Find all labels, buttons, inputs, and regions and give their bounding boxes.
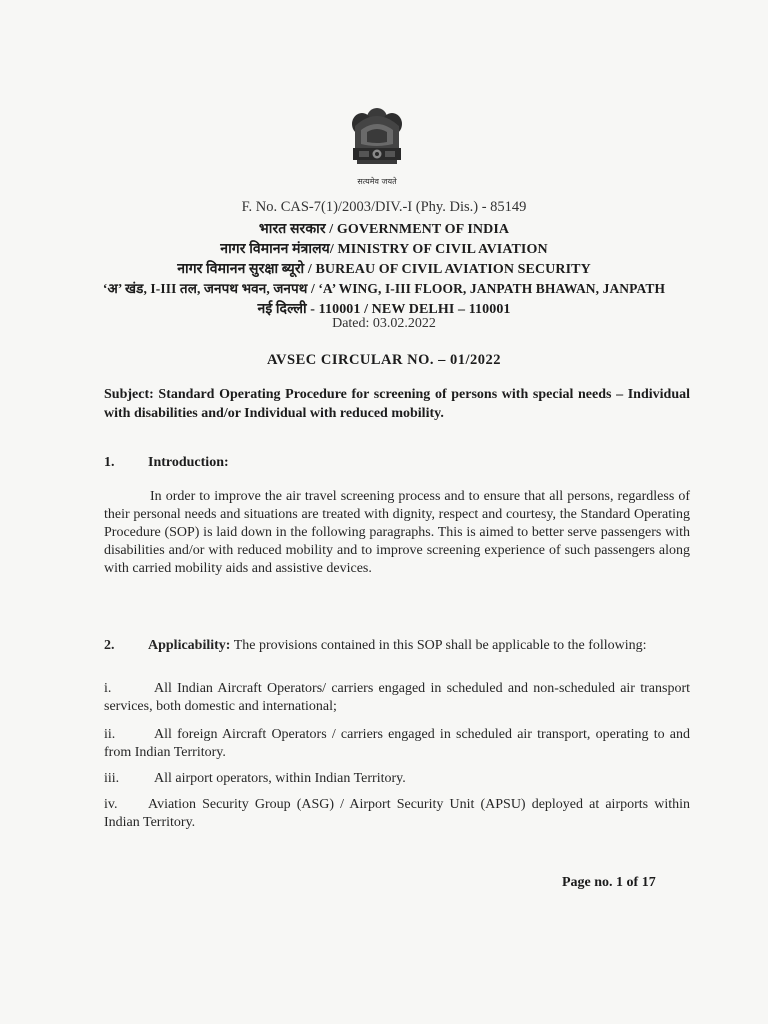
subject-line: Subject: Standard Operating Procedure for screening of persons with special needs – Individual with disabilities and/or Individual with reduced mobility. bbox=[104, 387, 690, 421]
header-ministry: नागर विमानन मंत्रालय/ MINISTRY OF CIVIL AVIATION bbox=[220, 242, 548, 257]
applicability-text: The provisions contained in this SOP shall be applicable to the following: bbox=[233, 638, 647, 653]
document-date: Dated: 03.02.2022 bbox=[332, 316, 436, 331]
list-item-text: Aviation Security Group (ASG) / Airport Security Unit (APSU) deployed at airports within Indian Territory. bbox=[104, 797, 690, 830]
section-number: 1. bbox=[104, 455, 115, 470]
section-title: Applicability: bbox=[148, 638, 231, 653]
section-title: Introduction: bbox=[148, 455, 229, 470]
list-item bbox=[104, 726, 690, 762]
circular-number: AVSEC CIRCULAR NO. – 01/2022 bbox=[266, 352, 502, 368]
file-number: F. No. CAS-7(1)/2003/DIV.-I (Phy. Dis.) - 85149 bbox=[241, 199, 527, 215]
section-number: 2. bbox=[104, 638, 115, 653]
header-government: भारत सरकार / GOVERNMENT OF INDIA bbox=[258, 222, 510, 237]
introduction-paragraph: In order to improve the air travel screening process and to ensure that all persons, regardless of their personal needs and situations are treated with dignity, respect and courtesy, the Standard Operating Procedure (SOP) is laid down in the following paragraphs. This is aimed to better serve passengers with disabilities and/or with reduced mobility and to improve screening experience of such passengers along with carried mobility aids and assistive devices. bbox=[104, 489, 690, 576]
header-bureau: नागर विमानन सुरक्षा ब्यूरो / BUREAU OF CIVIL AVIATION SECURITY bbox=[177, 262, 591, 277]
list-numeral: i. bbox=[104, 681, 112, 696]
section-heading-introduction bbox=[104, 455, 229, 471]
list-numeral: iii. bbox=[104, 771, 120, 786]
list-item-text: All airport operators, within Indian Territory. bbox=[154, 771, 406, 786]
list-item bbox=[104, 680, 690, 716]
list-item bbox=[104, 796, 690, 832]
header-city: नई दिल्ली - 110001 / NEW DELHI – 110001 bbox=[257, 302, 511, 317]
list-numeral: ii. bbox=[104, 727, 116, 742]
list-item-text: All foreign Aircraft Operators / carriers engaged in scheduled air transport, operating to and from Indian Territory. bbox=[104, 727, 690, 760]
list-numeral: iv. bbox=[104, 797, 118, 812]
page-number: Page no. 1 of 17 bbox=[562, 875, 656, 890]
national-emblem-icon bbox=[337, 104, 417, 194]
list-item bbox=[104, 770, 690, 788]
header-address: ‘अ’ खंड, I-III तल, जनपथ भवन, जनपथ / ‘A’ WING, I-III FLOOR, JANPATH BHAWAN, JANPATH bbox=[102, 281, 666, 296]
emblem-motto: सत्यमेव जयते bbox=[357, 177, 397, 186]
list-item-text: All Indian Aircraft Operators/ carriers engaged in scheduled and non-scheduled air transport services, both domestic and international; bbox=[104, 681, 690, 714]
applicability-paragraph bbox=[104, 637, 690, 655]
